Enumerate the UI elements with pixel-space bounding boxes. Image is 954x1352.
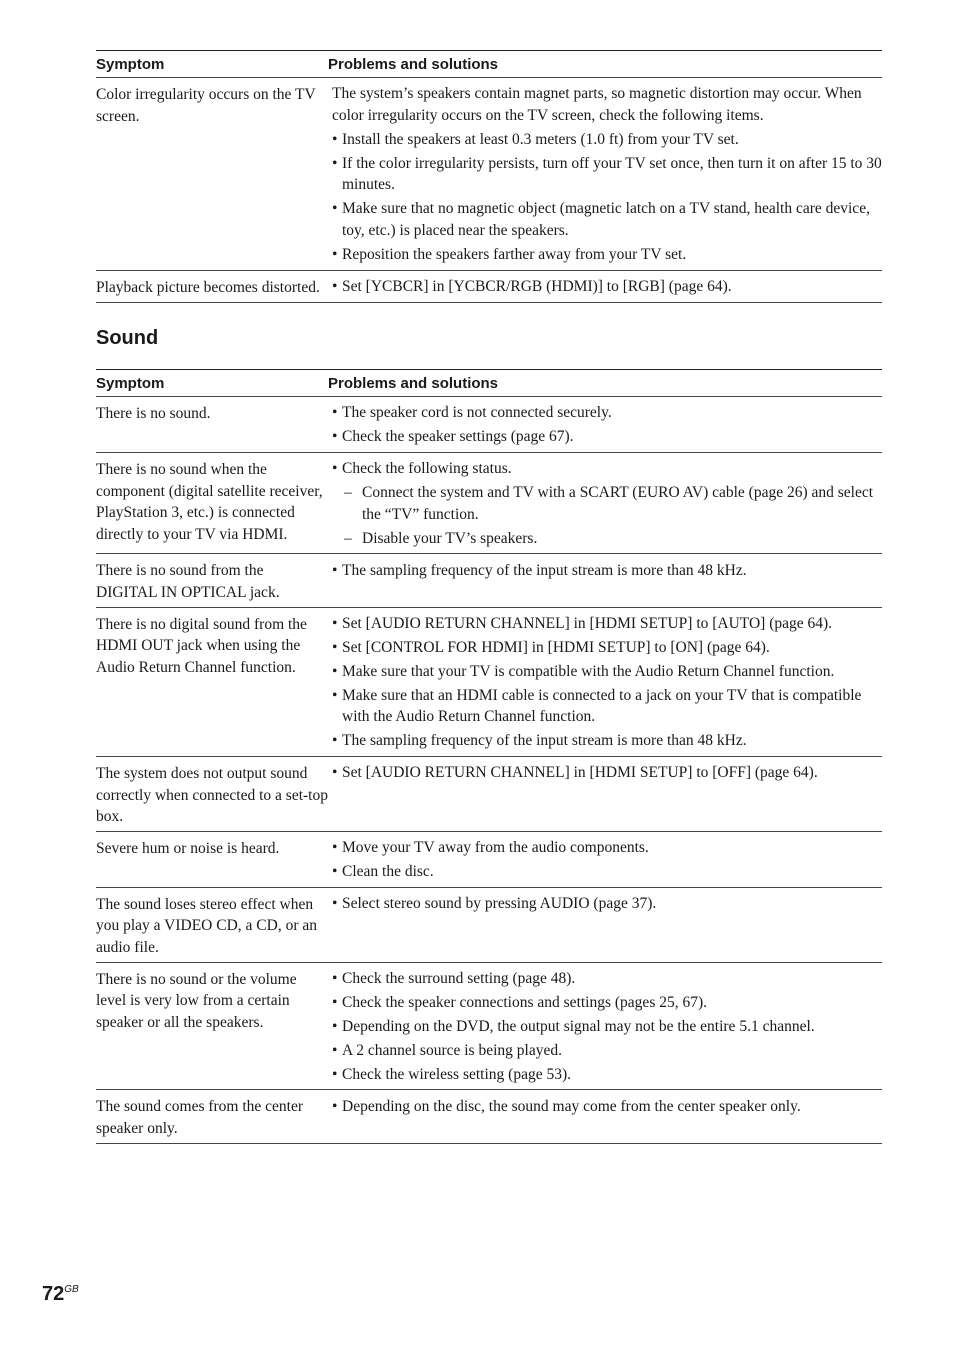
item-text: Depending on the disc, the sound may come from the center speaker only. xyxy=(342,1097,801,1115)
symptom-cell: Playback picture becomes distorted. xyxy=(96,278,320,296)
symptom-cell: Severe hum or noise is heard. xyxy=(96,839,280,857)
table-header xyxy=(96,370,882,397)
bullet-marker: • xyxy=(332,1041,338,1059)
solutions-cell xyxy=(332,275,882,299)
dash-marker: – xyxy=(344,484,352,502)
item-text: Make sure that an HDMI cable is connected to a jack on your TV that is compatible with the Audio Return Channel function. xyxy=(342,686,862,726)
item-text: Set [AUDIO RETURN CHANNEL] in [HDMI SETUP] to [OFF] (page 64). xyxy=(342,764,818,782)
bullet-marker: • xyxy=(332,130,338,148)
bullet-marker: • xyxy=(332,404,338,422)
item-text: A 2 channel source is being played. xyxy=(342,1041,562,1059)
bullet-item xyxy=(332,684,882,730)
bullet-item xyxy=(332,636,882,660)
bullet-item xyxy=(332,457,882,481)
item-text: Check the speaker connections and settings (pages 25, 67). xyxy=(342,993,708,1011)
item-text: Clean the disc. xyxy=(342,863,434,880)
bullet-marker: • xyxy=(332,993,338,1011)
bullet-item xyxy=(332,1062,882,1086)
solutions-cell xyxy=(332,612,882,753)
item-text: The speaker cord is not connected securely. xyxy=(342,404,612,422)
solutions-cell xyxy=(332,892,882,959)
bullet-marker: • xyxy=(332,1097,338,1115)
table-row xyxy=(96,271,882,303)
item-text: If the color irregularity persists, turn off your TV set once, then turn it on after 15 to 30 minutes. xyxy=(342,154,882,194)
bullet-item xyxy=(332,1038,882,1062)
solution-text: The system’s speakers contain magnet parts, so magnetic distortion may occur. When color irregularity occurs on the TV screen, check the following items. xyxy=(332,85,862,124)
bullet-item xyxy=(332,892,882,916)
symptom-cell: There is no sound when the component (digital satellite receiver, PlayStation 3, etc.) is connected directly to your TV via HDMI. xyxy=(96,460,323,543)
symptom-cell: The sound loses stereo effect when you play a VIDEO CD, a CD, or an audio file. xyxy=(96,895,317,956)
item-text: Set [AUDIO RETURN CHANNEL] in [HDMI SETUP] to [AUTO] (page 64). xyxy=(342,614,833,632)
symptom-cell: There is no sound from the DIGITAL IN OPTICAL jack. xyxy=(96,562,280,602)
table-row xyxy=(96,554,882,607)
symptom-cell: There is no digital sound from the HDMI OUT jack when using the Audio Return Channel function. xyxy=(96,615,307,676)
table-row xyxy=(96,78,882,271)
bullet-marker: • xyxy=(332,200,338,218)
bullet-item xyxy=(332,152,882,198)
bullet-marker: • xyxy=(332,638,338,656)
item-text: Check the following status. xyxy=(342,460,512,478)
bullet-item xyxy=(332,761,882,785)
symptom-cell: The sound comes from the center speaker only. xyxy=(96,1098,304,1137)
item-text: Reposition the speakers farther away from your TV set. xyxy=(342,245,687,263)
solutions-cell xyxy=(332,967,882,1087)
table-row xyxy=(96,453,882,555)
bullet-marker: • xyxy=(332,662,338,680)
bullet-item xyxy=(332,197,882,243)
symptom-cell: There is no sound or the volume level is very low from a certain speaker or all the speakers. xyxy=(96,970,297,1031)
bullet-marker: • xyxy=(332,561,338,579)
item-text: Check the wireless setting (page 53). xyxy=(342,1065,571,1083)
item-text: Check the speaker settings (page 67). xyxy=(342,428,574,446)
item-text: Move your TV away from the audio components. xyxy=(342,839,649,857)
bullet-item xyxy=(332,128,882,152)
header-solutions: Problems and solutions xyxy=(328,55,499,73)
bullet-item xyxy=(332,425,882,449)
item-text: Select stereo sound by pressing AUDIO (page 37). xyxy=(342,894,657,912)
header-symptom: Symptom xyxy=(96,55,165,73)
bullet-marker: • xyxy=(332,154,338,172)
bullet-marker: • xyxy=(332,614,338,632)
item-text: Set [YCBCR] in [YCBCR/RGB (HDMI)] to [RGB] (page 64). xyxy=(342,277,732,295)
item-text: The sampling frequency of the input stream is more than 48 kHz. xyxy=(342,732,747,750)
bullet-marker: • xyxy=(332,894,338,912)
table-row xyxy=(96,1090,882,1143)
bullet-item xyxy=(332,1094,882,1118)
item-text: Set [CONTROL FOR HDMI] in [HDMI SETUP] to [ON] (page 64). xyxy=(342,638,770,656)
bullet-item xyxy=(332,243,882,267)
solutions-cell xyxy=(332,82,882,267)
bullet-marker: • xyxy=(332,1065,338,1083)
item-text: Disable your TV’s speakers. xyxy=(362,529,538,547)
troubleshooting-table-picture xyxy=(96,50,882,303)
bullet-item xyxy=(332,660,882,684)
item-text: Make sure that your TV is compatible with the Audio Return Channel function. xyxy=(342,662,835,680)
solutions-cell xyxy=(332,761,882,828)
bullet-item xyxy=(332,275,882,299)
page-number xyxy=(42,1283,79,1306)
bullet-item xyxy=(332,401,882,425)
table-row xyxy=(96,963,882,1091)
bullet-marker: • xyxy=(332,764,338,782)
symptom-cell: The system does not output sound correctly when connected to a set-top box. xyxy=(96,765,328,826)
solutions-cell xyxy=(332,457,882,551)
bullet-item xyxy=(332,729,882,753)
header-symptom: Symptom xyxy=(96,374,165,392)
table-header xyxy=(96,51,882,78)
bullet-marker: • xyxy=(332,839,338,857)
table-row xyxy=(96,757,882,832)
bullet-marker: • xyxy=(332,460,338,478)
bullet-item xyxy=(332,836,882,860)
bullet-marker: • xyxy=(332,686,338,704)
solutions-cell xyxy=(332,401,882,449)
bullet-marker: • xyxy=(332,732,338,750)
table-row xyxy=(96,832,882,888)
section-title: Sound xyxy=(96,327,159,349)
table-row xyxy=(96,608,882,757)
item-text: Check the surround setting (page 48). xyxy=(342,969,576,987)
item-text: Make sure that no magnetic object (magnetic latch on a TV stand, health care device, toy, etc.) is placed near the speakers. xyxy=(342,200,870,239)
bullet-marker: • xyxy=(332,245,338,263)
header-solutions: Problems and solutions xyxy=(328,374,499,392)
item-text: Connect the system and TV with a SCART (EURO AV) cable (page 26) and select the “TV” function. xyxy=(362,484,874,523)
bullet-item xyxy=(332,558,882,582)
item-text: The sampling frequency of the input stream is more than 48 kHz. xyxy=(342,561,747,579)
bullet-marker: • xyxy=(332,428,338,446)
bullet-marker: • xyxy=(332,277,338,295)
bullet-item xyxy=(332,860,882,884)
symptom-cell: There is no sound. xyxy=(96,405,211,422)
solutions-cell xyxy=(332,1094,882,1139)
solutions-cell xyxy=(332,558,882,603)
symptom-cell: Color irregularity occurs on the TV screen. xyxy=(96,86,316,125)
sub-item xyxy=(332,481,882,527)
troubleshooting-table-sound xyxy=(96,369,882,1144)
bullet-marker: • xyxy=(332,1017,338,1035)
page-number-suffix: GB xyxy=(64,1284,79,1295)
bullet-marker: • xyxy=(332,863,338,880)
item-text: Depending on the DVD, the output signal may not be the entire 5.1 channel. xyxy=(342,1017,815,1035)
bullet-item xyxy=(332,967,882,991)
solutions-cell xyxy=(332,836,882,884)
page-number-value: 72 xyxy=(42,1283,65,1305)
bullet-item xyxy=(332,612,882,636)
bullet-marker: • xyxy=(332,969,338,987)
dash-marker: – xyxy=(344,529,352,547)
table-row xyxy=(96,888,882,963)
table-row xyxy=(96,397,882,453)
item-text: Install the speakers at least 0.3 meters (1.0 ft) from your TV set. xyxy=(342,130,739,148)
bullet-item xyxy=(332,991,882,1015)
sub-item xyxy=(332,526,882,550)
bullet-item xyxy=(332,1015,882,1039)
